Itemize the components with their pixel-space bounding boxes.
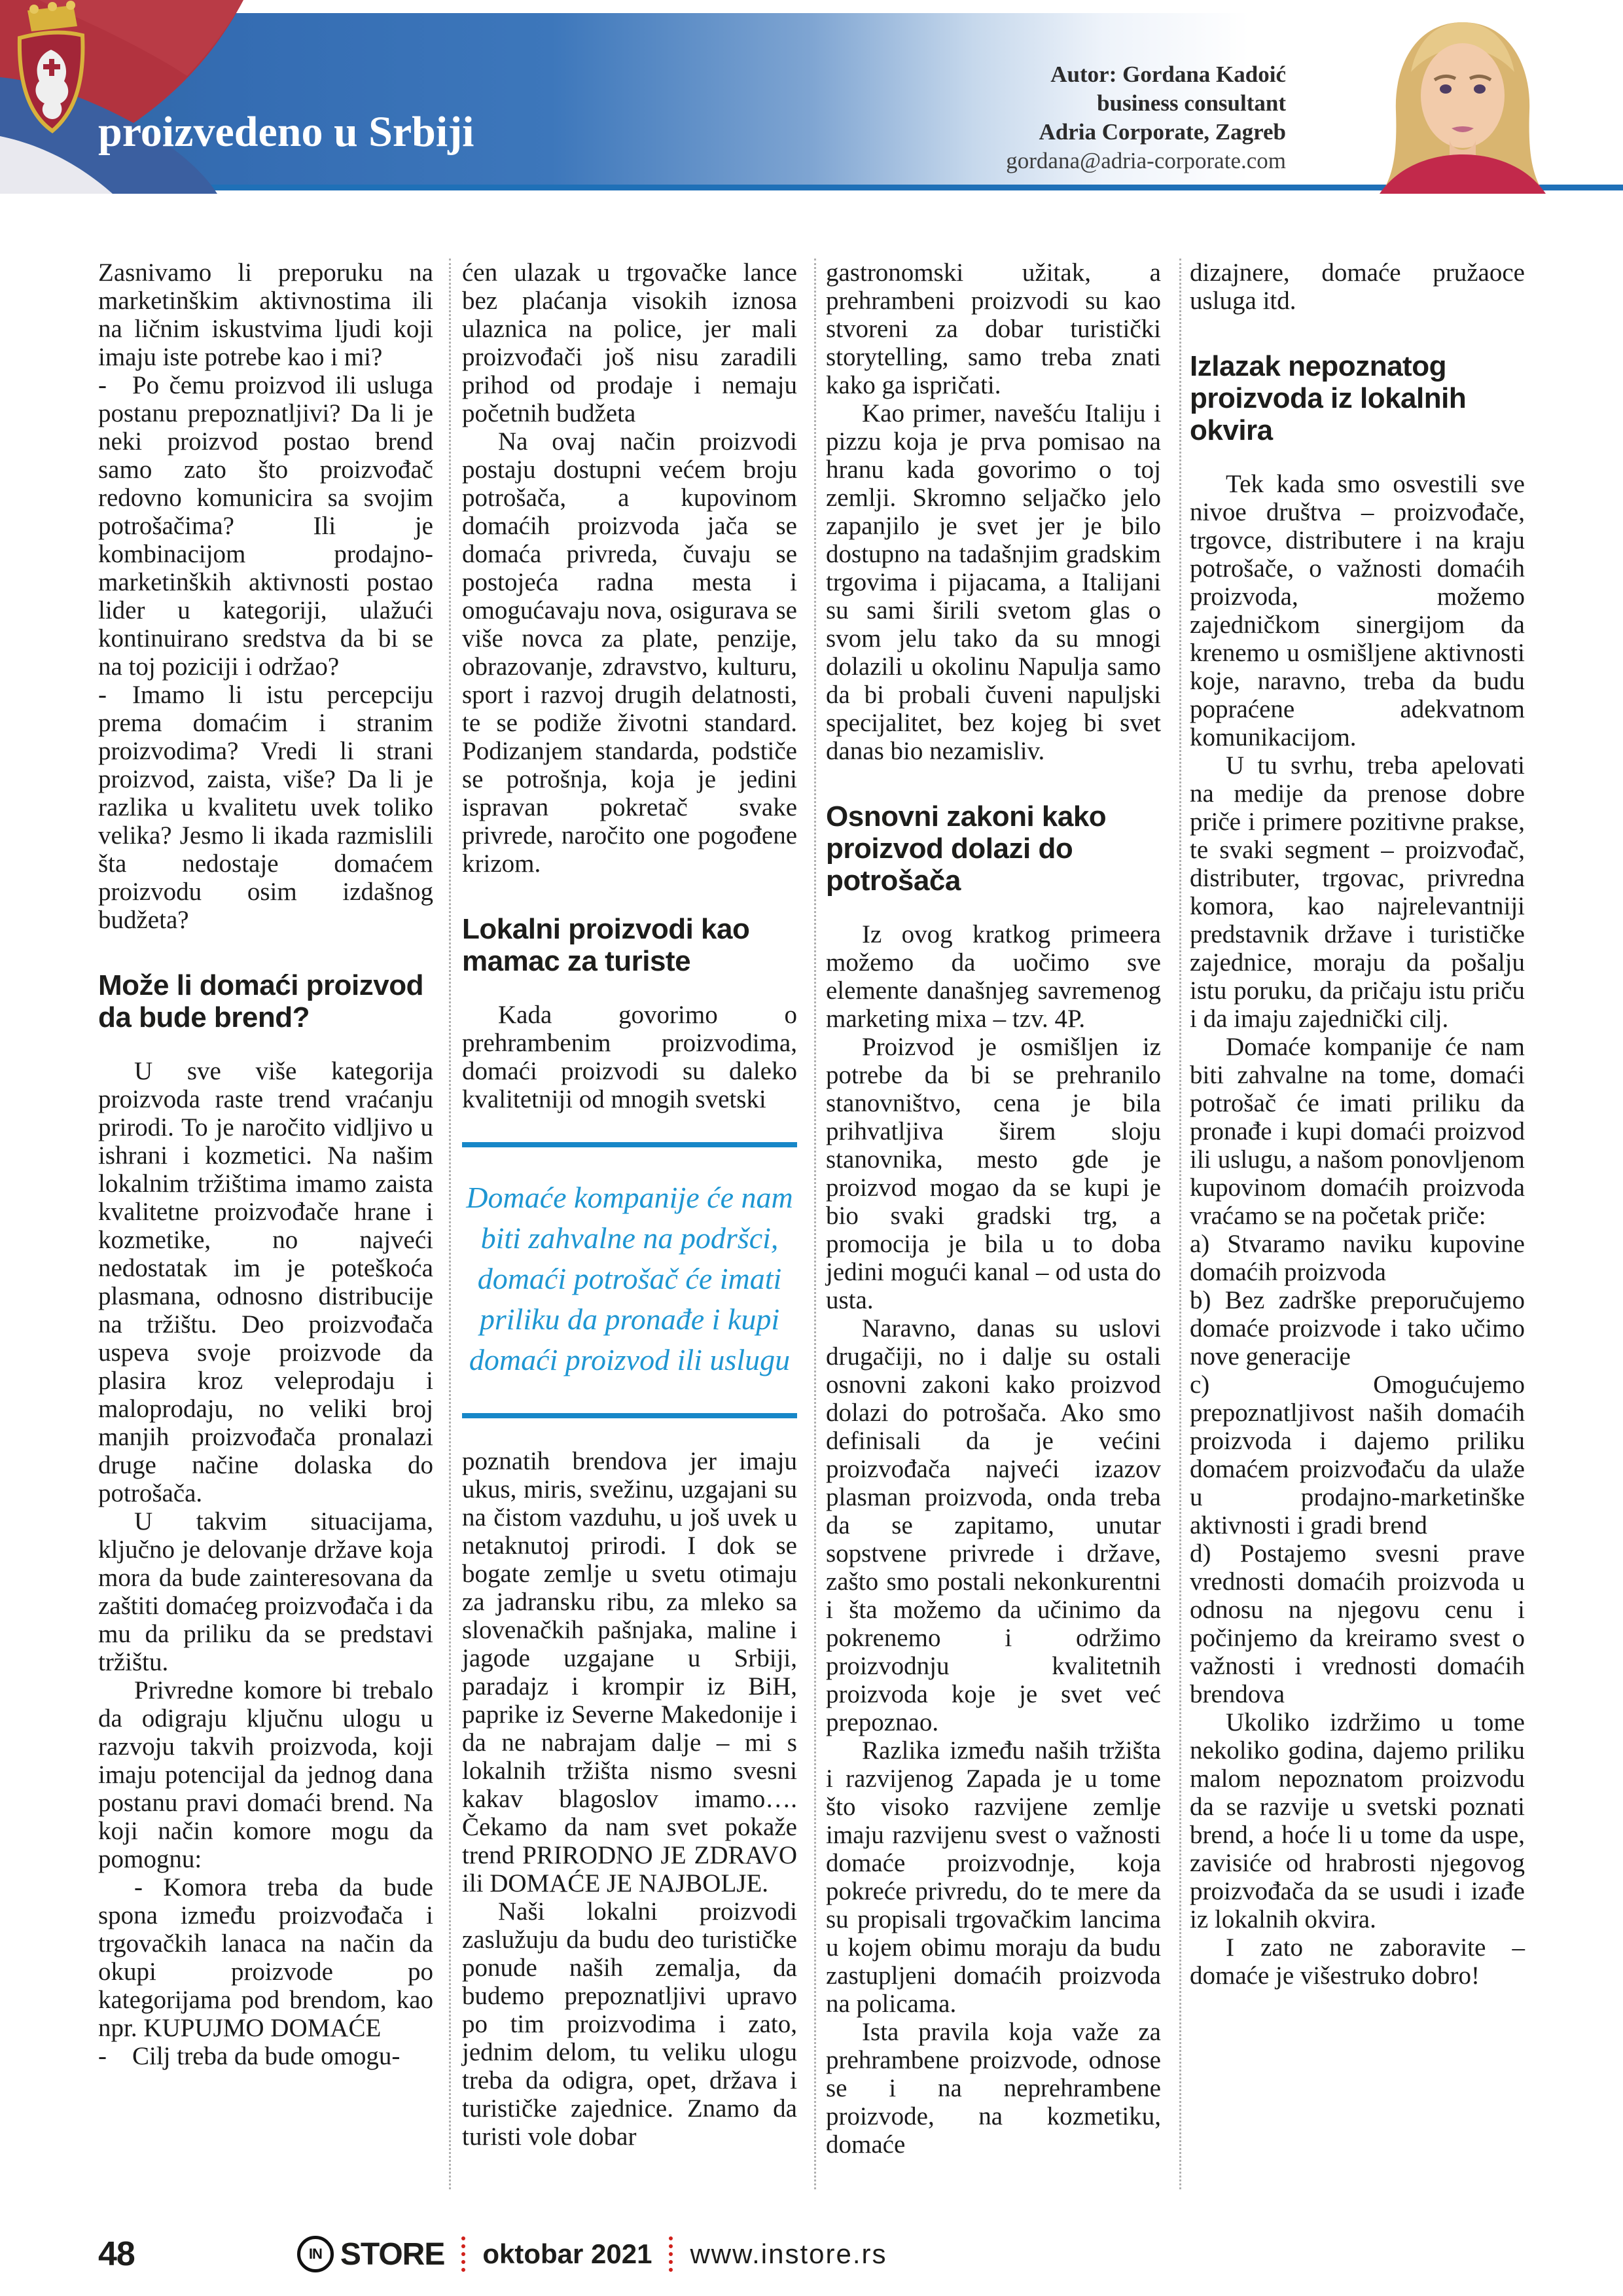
column-separator — [1179, 259, 1181, 2189]
article-column-2 — [462, 259, 797, 2151]
website-url: www.instore.rs — [690, 2238, 887, 2269]
body-paragraph: - Cilj treba da bude omogu- — [98, 2042, 401, 2070]
page-footer — [98, 2233, 1525, 2275]
body-paragraph: Na ovaj način proizvodi postaju dostupni većem broju potrošača, a kupovinom domaćih proizvoda jača se domaća privreda, čuvaju se postojeća radna mesta i omogućavaju nova, osigurava se više novca za plate, penzije, obrazovanje, zdravstvo, kulturu, sport i razvoj drugih delatnosti, te se podiže životni standard. Podizanjem standarda, podstiče se potrošnja, koja je jedini ispravan pokretač svake privrede, naročito one pogođene krizom. — [462, 427, 797, 878]
pull-quote: Domaće kompanije će nam biti zahvalne na podršci, domaći potrošač će imati priliku da pronađe i kupi domaći proizvod ili uslugu — [462, 1142, 797, 1418]
in-circle-icon: IN — [297, 2236, 334, 2272]
column-separator — [814, 259, 816, 2189]
body-paragraph: U takvim situacijama, ključno je delovanje države koja mora da bude zainteresovana da zaštiti domaćeg proizvođača i da mu da priliku da se predstavi tržištu. — [98, 1507, 433, 1676]
body-paragraph: ćen ulazak u trgovačke lance bez plaćanja visokih iznosa ulaznica na police, jer mali proizvođači još nisu zaradili prihod od prodaje i nemaju početnih budžeta — [462, 259, 797, 427]
body-paragraph: poznatih brendova jer imaju ukus, miris, svežinu, uzgajani su na čistom vazduhu, u još uvek u netaknutoj prirodi. I dok se bogate zemlje u svetu otimaju za jadransku ribu, za mleko sa slovenačkih pašnjaka, maline i jagode uzgajane u Srbiji, paradajz i krompir iz BiH, paprike iz Severne Makedonije i da ne nabrajam dalje – mi s lokalnih tržišta nismo svesni kakav blagoslov imamo…. Čekamo da nam svet pokaže trend PRIRODNO JE ZDRAVO ili DOMAĆE JE NAJBOLJE. — [462, 1447, 797, 1897]
store-logo-text: STORE — [340, 2236, 445, 2272]
body-paragraph: Zasnivamo li preporuku na marketinškim aktivnostima ili na ličnim iskustvima ljudi koji imaju iste potrebe kao i mi? — [98, 259, 433, 371]
body-paragraph: I zato ne zaboravite – domaće je višestruko dobro! — [1190, 1933, 1525, 1990]
serbian-flag-image — [0, 0, 275, 194]
body-paragraph: - Komora treba da bude spona između proizvođača i trgovačkih lanaca na način da okupi proizvode po kategorijama pod brendom, kao npr. KUPUJMO DOMAĆE — [98, 1873, 433, 2042]
body-paragraph: Naravno, danas su uslovi drugačiji, no i dalje su ostali osnovni zakoni kako proizvod dolazi do potrošača. Ako smo definisali da je većini proizvođača najveći izazov plasman proizvoda, onda treba da se zapitamo, unutar sopstvene privrede i države, zašto smo postali nekonkurentni i šta možemo da učinimo da pokrenemo i održimo proizvodnju kvalitetnih proizvoda koje je svet već prepoznao. — [826, 1314, 1161, 1736]
body-paragraph: d) Postajemo svesni prave vrednosti domaćih proizvoda u odnosu na njegovu cenu i počinjemo da kreiramo svest o važnosti i vrednosti domaćih brendova — [1190, 1539, 1525, 1708]
author-block — [1006, 60, 1286, 175]
issue-date: oktobar 2021 — [482, 2238, 652, 2269]
body-paragraph: dizajnere, domaće pružaoce usluga itd. — [1190, 259, 1525, 315]
author-email: gordana@adria-corporate.com — [1006, 148, 1286, 173]
body-paragraph: - Imamo li istu percepciju prema domaćim i stranim proizvodima? Vredi li strani proizvod, zaista, više? Da li je razlika u kvalitetu uvek toliko velika? Jesmo li ikada razmislili šta nedostaje domaćem proizvodu osim izdašnog budžeta? — [98, 681, 433, 934]
page-number: 48 — [98, 2235, 135, 2273]
author-name: Autor: Gordana Kadoić — [1050, 62, 1286, 87]
body-paragraph: b) Bez zadrške preporučujemo domaće proizvode i tako učimo nove generacije — [1190, 1286, 1525, 1371]
author-photo — [1356, 10, 1569, 195]
body-paragraph: Naši lokalni proizvodi zaslužuju da budu deo turističke ponude naših zemalja, da budemo prepoznatljivi upravo po tim proizvodima i zato, jednim delom, tu veliku ulogu treba da odigra, opet, država i turističke zajednice. Znamo da turisti vole dobar — [462, 1897, 797, 2151]
instore-logo — [297, 2236, 444, 2272]
body-paragraph: Privredne komore bi trebalo da odigraju ključnu ulogu u razvoju takvih proizvoda, koji imaju potencijal da jednog dana postanu pravi domaći brend. Na koji način komore mogu da pomognu: — [98, 1676, 433, 1873]
footer-divider — [669, 2236, 673, 2272]
footer-divider — [461, 2236, 465, 2272]
article-column-1 — [98, 259, 433, 2070]
body-paragraph: - Po čemu proizvod ili usluga postanu prepoznatljivi? Da li je neki proizvod postao brend samo zato što proizvođač redovno komunicira sa svojim potrošačima? Ili je kombinacijom prodajno-marketinških aktivnosti postao lider u kategoriji, ulažući kontinuirano sredstva da bi se na toj poziciji i održao? — [98, 371, 433, 681]
section-heading: Lokalni proizvodi kao mamac za turiste — [462, 913, 750, 977]
body-paragraph: Razlika između naših tržišta i razvijenog Zapada je u tome što visoko razvijene zemlje imaju razvijenu svest o važnosti domaće proizvodnje, koja pokreće privredu, do te mere da su propisali trgovačkim lancima u kojem obimu moraju da budu zastupljeni domaćih proizvoda na policama. — [826, 1736, 1161, 2018]
author-company: Adria Corporate, Zagreb — [1039, 119, 1286, 145]
body-paragraph: a) Stvaramo naviku kupovine domaćih proizvoda — [1190, 1230, 1525, 1286]
body-paragraph: Ista pravila koja važe za prehrambene proizvode, odnose se i na neprehrambene proizvode, na kozmetiku, domaće — [826, 2018, 1161, 2159]
body-paragraph: Kao primer, navešću Italiju i pizzu koja je prva pomisao na hranu kada govorimo o toj zemlji. Skromno seljačko jelo zapanjilo je svet jer je bilo dostupno na tadašnjim gradskim trgovima i pijacama, a Italijani su sami širili svetom glas o svom jelu tako da su mnogi dolazili u okolinu Napulja samo da bi probali čuveni napuljski specijalitet, bez kojeg bi svet danas bio nezamisliv. — [826, 399, 1161, 765]
article-column-3 — [826, 259, 1161, 2159]
body-paragraph: Domaće kompanije će nam biti zahvalne na tome, domaći potrošač će imati priliku da pronađe i kupi domaći proizvod ili uslugu, a našom ponovljenom kupovinom domaćih proizvoda vraćamo se na početak priče: — [1190, 1033, 1525, 1230]
body-paragraph: c) Omogućujemo prepoznatljivost naših domaćih proizvoda i dajemo priliku domaćem proizvođaču da ulaže u prodajno-marketinške aktivnosti i gradi brend — [1190, 1371, 1525, 1539]
section-heading: Može li domaći proizvod da bude brend? — [98, 969, 423, 1033]
body-paragraph: Tek kada smo osvestili sve nivoe društva – proizvođače, trgovce, distributere i na kraju potrošače, o važnosti domaćih proizvoda, možemo zajedničkom sinergijom da krenemo u osmišljene aktivnosti koje, naravno, treba da budu popraćene adekvatnom komunikacijom. — [1190, 470, 1525, 751]
article-column-4 — [1190, 259, 1525, 1990]
column-separator — [449, 259, 451, 2189]
page-title: proizvedeno u Srbiji — [98, 108, 474, 156]
body-paragraph: U tu svrhu, treba apelovati na medije da prenose dobre priče i primere pozitivne prakse, te svaki segment – proizvođač, distributer, trgovac, privredna komora, kao najrelevantniji predstavnik države i turističke zajednice, moraju da pošalju istu poruku, da pričaju istu priču i da imaju zajednički cilj. — [1190, 751, 1525, 1033]
body-paragraph: Iz ovog kratkog primeera možemo da uočimo sve elemente današnjeg savremenog marketing mixa – tzv. 4P. — [826, 920, 1161, 1033]
author-role: business consultant — [1097, 90, 1286, 116]
body-paragraph: Kada govorimo o prehrambenim proizvodima, domaći proizvodi su daleko kvalitetniji od mnogih svetski — [462, 1001, 797, 1113]
section-heading: Izlazak nepoznatog proizvoda iz lokalnih okvira — [1190, 350, 1467, 446]
body-paragraph: Proizvod je osmišljen iz potrebe da bi se prehranilo stanovništvo, cena je bila prihvatljiva širem sloju stanovnika, mesto gde je proizvod mogao da se kupi je bio svaki gradski trg, a promocija je bila u to doba jedini mogući kanal – od usta do usta. — [826, 1033, 1161, 1314]
body-paragraph: U sve više kategorija proizvoda raste trend vraćanju prirodi. To je naročito vidljivo u ishrani i kozmetici. Na našim lokalnim tržištima imamo zaista kvalitetne proizvođače hrane i kozmetike, no najveći nedostatak im je poteškoća plasmana, odnosno distribucije na tržištu. Deo proizvođača uspeva svoje proizvode da plasira kroz veleprodaju i maloprodaju, no veliki broj manjih proizvođača pronalazi druge načine dolaska do potrošača. — [98, 1057, 433, 1507]
section-heading: Osnovni zakoni kako proizvod dolazi do potrošača — [826, 800, 1107, 897]
body-paragraph: Ukoliko izdržimo u tome nekoliko godina, dajemo priliku malom nepoznatom proizvodu da se razvije u svetski poznati brend, a hoće li u tome da uspe, zavisiće od hrabrosti njegovog proizvođača da se usudi i izađe iz lokalnih okvira. — [1190, 1708, 1525, 1933]
body-paragraph: gastronomski užitak, a prehrambeni proizvodi su kao stvoreni za dobar turistički storytelling, samo treba znati kako ga ispričati. — [826, 259, 1161, 399]
